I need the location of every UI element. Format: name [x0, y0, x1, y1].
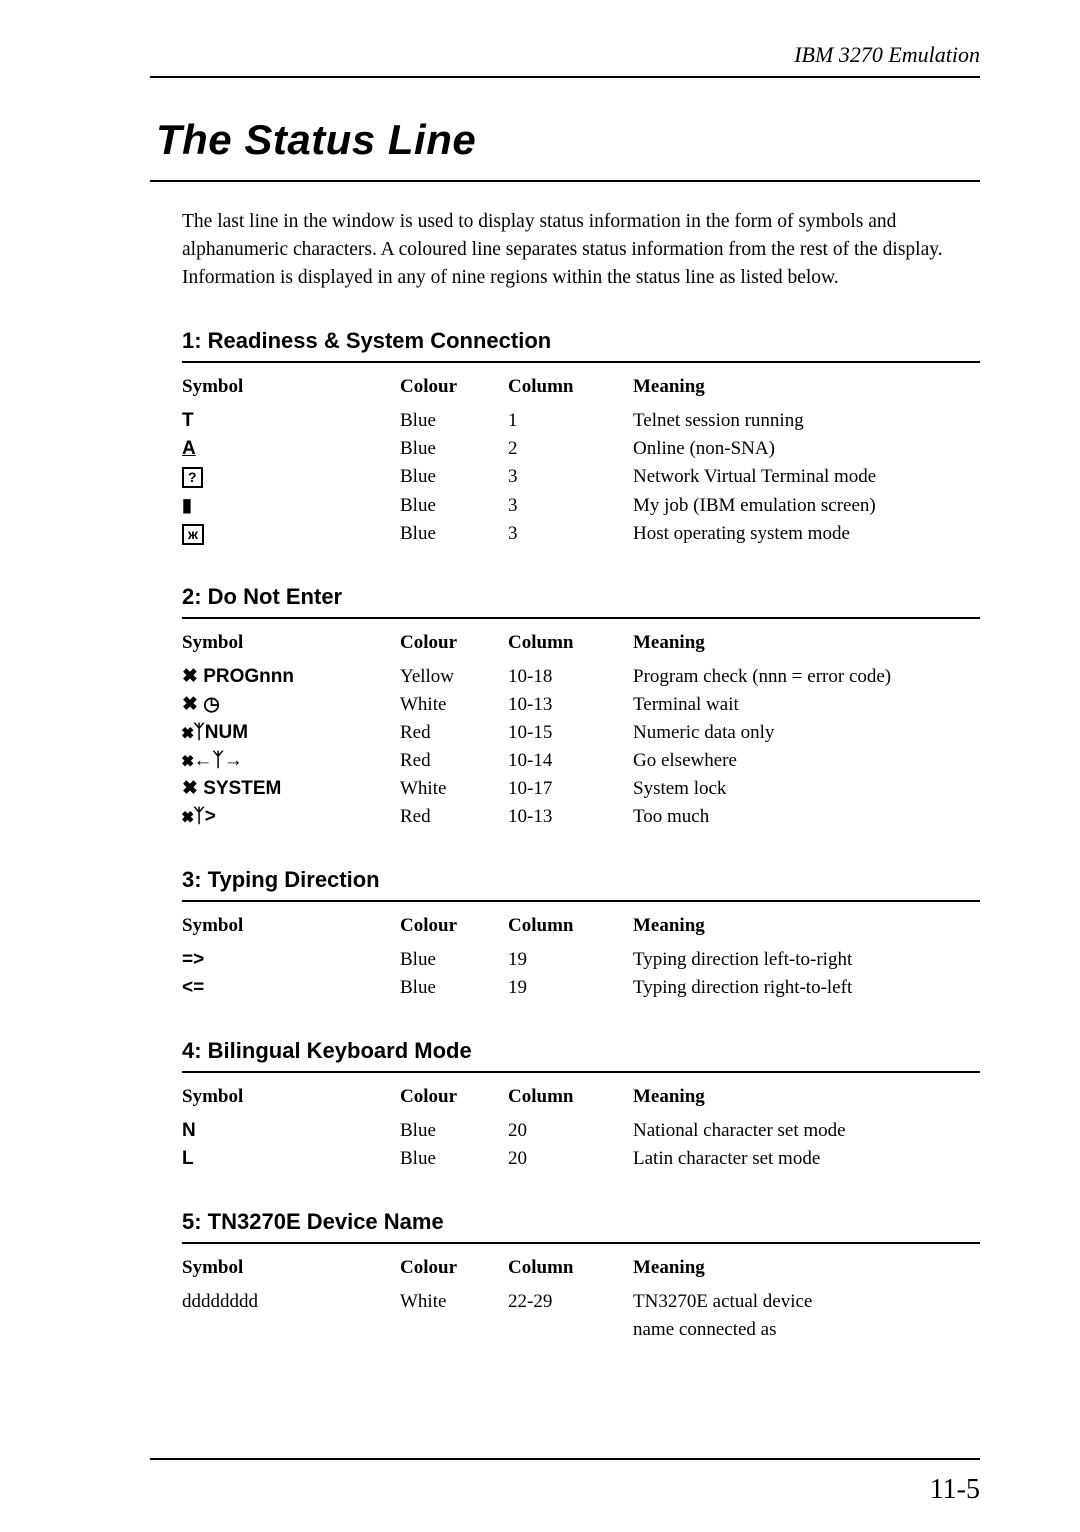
table-row [182, 1288, 980, 1344]
column-value: 19 [508, 949, 527, 970]
section-bilingual-keyboard [150, 1038, 980, 1173]
column-value: 20 [508, 1148, 527, 1169]
table-header-row [182, 1083, 980, 1111]
go-elsewhere-symbol: ✖←ᛉ→ [182, 750, 243, 771]
column-header-meaning: Meaning [633, 1257, 705, 1278]
column-header-symbol: Symbol [182, 915, 244, 936]
meaning-value: Program check (nnn = error code) [633, 666, 892, 687]
status-symbol [182, 463, 400, 491]
table-row [182, 1117, 980, 1145]
column-header-meaning: Meaning [633, 915, 705, 936]
meaning-value: Typing direction left-to-right [633, 949, 853, 970]
meaning-value: Telnet session running [633, 410, 804, 431]
section-heading: 3: Typing Direction [182, 867, 380, 892]
column-header-colour: Colour [400, 632, 457, 653]
column-header-colour: Colour [400, 1086, 457, 1107]
column-header-column: Column [508, 1257, 574, 1278]
ltr-symbol: => [182, 949, 205, 970]
table-row [182, 463, 980, 491]
column-value: 3 [508, 523, 518, 544]
prog-check-symbol: ✖ PROGnnn [182, 666, 294, 687]
colour-value: Red [400, 722, 431, 743]
section-do-not-enter [150, 584, 980, 831]
meaning-value: My job (IBM emulation screen) [633, 495, 876, 516]
colour-value: Red [400, 806, 431, 827]
colour-value: Blue [400, 466, 436, 487]
column-header-column: Column [508, 632, 574, 653]
column-value: 10-18 [508, 666, 553, 687]
column-value: 3 [508, 466, 518, 487]
status-table [182, 1254, 980, 1344]
table-row [182, 803, 980, 831]
table-row [182, 520, 980, 548]
table-row [182, 407, 980, 435]
colour-value: Blue [400, 1148, 436, 1169]
column-header-symbol: Symbol [182, 376, 244, 397]
section-heading: 4: Bilingual Keyboard Mode [182, 1038, 472, 1063]
section-heading: 1: Readiness & System Connection [182, 328, 552, 353]
table-row [182, 974, 980, 1002]
too-much-symbol: ✖ᛉ> [182, 806, 216, 827]
colour-value: Blue [400, 410, 436, 431]
colour-value: Blue [400, 949, 436, 970]
section-heading-rule [182, 1038, 980, 1073]
underlined-a-symbol: A [182, 438, 196, 459]
table-header-row [182, 629, 980, 657]
status-table [182, 912, 980, 1002]
status-symbol [182, 520, 400, 548]
national-mode-symbol: N [182, 1120, 196, 1141]
column-header-symbol: Symbol [182, 632, 244, 653]
column-header-column: Column [508, 915, 574, 936]
table-header-row [182, 912, 980, 940]
meaning-value: Terminal wait [633, 694, 739, 715]
column-header-meaning: Meaning [633, 1086, 705, 1107]
meaning-value: National character set mode [633, 1120, 846, 1141]
section-readiness [150, 328, 980, 548]
table-header-row [182, 373, 980, 401]
colour-value: Blue [400, 438, 436, 459]
terminal-wait-symbol: ✖ ◷ [182, 694, 220, 715]
table-row [182, 691, 980, 719]
meaning-value: Go elsewhere [633, 750, 737, 771]
page-content [150, 0, 980, 1344]
section-heading: 2: Do Not Enter [182, 584, 343, 609]
section-heading-rule [182, 584, 980, 619]
page-footer [150, 1458, 980, 1506]
running-header [150, 0, 980, 78]
column-header-symbol: Symbol [182, 1086, 244, 1107]
column-header-colour: Colour [400, 1257, 457, 1278]
meaning-value: Numeric data only [633, 722, 775, 743]
boxed-operator-icon: ж [182, 524, 204, 545]
status-symbol [182, 435, 400, 463]
latin-mode-symbol: L [182, 1148, 194, 1169]
column-value: 2 [508, 438, 518, 459]
column-value: 19 [508, 977, 527, 998]
running-header-title: IBM 3270 Emulation [794, 42, 980, 67]
column-value: 22-29 [508, 1291, 553, 1312]
table-header-row [182, 1254, 980, 1282]
table-row [182, 1145, 980, 1173]
device-name-symbol: dddddddd [182, 1291, 258, 1312]
filled-block-icon: ▮ [182, 495, 192, 515]
meaning-value: Online (non-SNA) [633, 438, 775, 459]
section-heading: 5: TN3270E Device Name [182, 1209, 444, 1234]
meaning-value: Too much [633, 806, 710, 827]
column-value: 10-13 [508, 694, 553, 715]
numeric-only-symbol: ✖ᛉNUM [182, 722, 249, 743]
column-value: 10-17 [508, 778, 553, 799]
table-row [182, 747, 980, 775]
column-value: 10-15 [508, 722, 553, 743]
column-header-colour: Colour [400, 376, 457, 397]
colour-value: Blue [400, 495, 436, 516]
colour-value: White [400, 778, 447, 799]
section-tn3270e-device-name [150, 1209, 980, 1344]
column-header-meaning: Meaning [633, 632, 705, 653]
colour-value: Red [400, 750, 431, 771]
status-table [182, 373, 980, 548]
column-value: 1 [508, 410, 518, 431]
table-row [182, 663, 980, 691]
section-heading-rule [182, 1209, 980, 1244]
meaning-value: TN3270E actual device name connected as [633, 1291, 813, 1340]
meaning-value: Host operating system mode [633, 523, 850, 544]
rtl-symbol: <= [182, 977, 205, 998]
column-value: 20 [508, 1120, 527, 1141]
page-number: 11-5 [929, 1474, 980, 1505]
column-value: 3 [508, 495, 518, 516]
meaning-value: Latin character set mode [633, 1148, 821, 1169]
table-row [182, 775, 980, 803]
colour-value: White [400, 694, 447, 715]
intro-paragraph: The last line in the window is used to display status information in the form of symbols and alphanumeric characters. A coloured line separates status information from the rest of the display. Information is displayed in any of nine regions within the status line as listed below. [182, 211, 943, 288]
system-lock-symbol: ✖ SYSTEM [182, 778, 282, 799]
colour-value: Yellow [400, 666, 455, 687]
colour-value: Blue [400, 977, 436, 998]
meaning-value: System lock [633, 778, 727, 799]
status-table [182, 1083, 980, 1173]
table-row [182, 435, 980, 463]
boxed-question-icon: ? [182, 467, 203, 488]
column-header-colour: Colour [400, 915, 457, 936]
column-header-symbol: Symbol [182, 1257, 244, 1278]
section-heading-rule [182, 867, 980, 902]
colour-value: Blue [400, 1120, 436, 1141]
status-symbol: T [182, 410, 194, 431]
meaning-value: Typing direction right-to-left [633, 977, 853, 998]
page-title: The Status Line [156, 116, 477, 163]
meaning-value: Network Virtual Terminal mode [633, 466, 877, 487]
section-typing-direction [150, 867, 980, 1002]
column-value: 10-14 [508, 750, 553, 771]
column-header-column: Column [508, 376, 574, 397]
column-header-meaning: Meaning [633, 376, 705, 397]
table-row [182, 491, 980, 520]
colour-value: White [400, 1291, 447, 1312]
section-heading-rule [182, 328, 980, 363]
table-row [182, 946, 980, 974]
table-row [182, 719, 980, 747]
column-value: 10-13 [508, 806, 553, 827]
colour-value: Blue [400, 523, 436, 544]
status-table [182, 629, 980, 831]
title-block [150, 116, 980, 182]
column-header-column: Column [508, 1086, 574, 1107]
